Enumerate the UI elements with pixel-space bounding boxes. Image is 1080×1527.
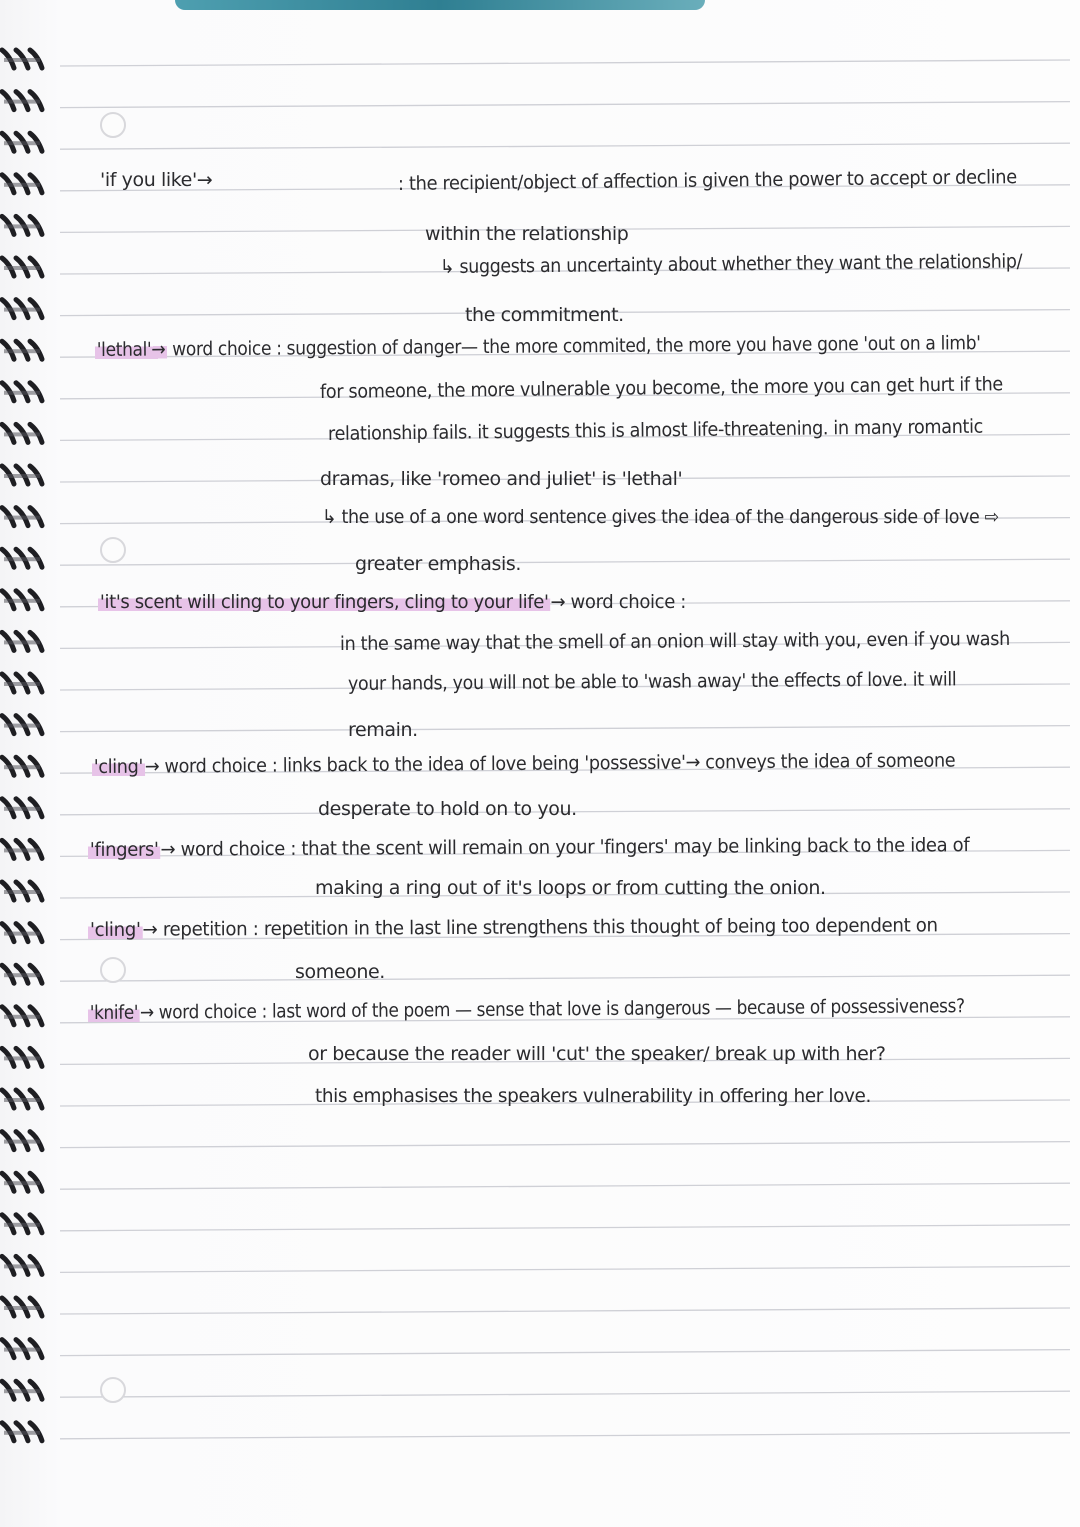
spiral-ring (2, 1215, 42, 1233)
spiral-ring (2, 508, 42, 526)
spiral-ring (2, 1340, 42, 1358)
spiral-ring (2, 383, 42, 401)
spiral-ring (2, 92, 42, 110)
note-line: in the same way that the smell of an onion will stay with you, even if you wash (339, 627, 1010, 655)
spiral-ring (2, 1132, 42, 1150)
spiral-ring (2, 1256, 42, 1274)
note-line: greater emphasis. (355, 553, 522, 575)
note-line: your hands, you will not be able to 'wash away' the effects of love. it will (347, 668, 957, 695)
note-line: for someone, the more vulnerable you become, the more you can get hurt if the (319, 373, 1003, 403)
spiral-ring (2, 300, 42, 318)
spiral-ring (2, 216, 42, 234)
spiral-ring (2, 1090, 42, 1108)
spiral-ring (2, 965, 42, 983)
spiral-ring (2, 258, 42, 276)
note-line: ↳ the use of a one word sentence gives the idea of the dangerous side of love ⇨ (322, 506, 999, 528)
ruled-line (60, 1350, 1070, 1356)
quote-fingers: 'fingers' (89, 838, 159, 861)
spiral-ring (2, 1298, 42, 1316)
note-line: making a ring out of it's loops or from cutting the onion. (315, 877, 826, 899)
note-text: → word choice : links back to the idea of love being 'possessive'→ conveys the idea of someone (144, 749, 956, 778)
ruled-line (60, 1225, 1070, 1231)
spiral-ring (2, 341, 42, 359)
quote-knife: 'knife' (89, 1001, 139, 1024)
note-text: → repetition : repetition in the last line strengthens this thought of being too dependent on (142, 914, 938, 941)
note-line (98, 590, 686, 614)
spiral-ring (2, 757, 42, 775)
note-line: dramas, like 'romeo and juliet' is 'lethal' (320, 468, 683, 490)
ruled-line (60, 143, 1070, 149)
ruled-line (60, 1266, 1070, 1272)
spiral-ring (2, 424, 42, 442)
note-line (88, 833, 969, 862)
quote-lethal: 'lethal'→ (96, 338, 166, 361)
spiral-ring (2, 716, 42, 734)
note-line (88, 913, 938, 942)
ruled-line (60, 975, 1070, 981)
spiral-ring (2, 882, 42, 900)
note-line: the commitment. (465, 304, 624, 326)
note-line: or because the reader will 'cut' the speaker/ break up with her? (308, 1043, 886, 1065)
note-text: → word choice : (550, 591, 686, 613)
spiral-ring (2, 632, 42, 650)
note-text: word choice : suggestion of danger— the more commited, the more you have gone 'out on a limb' (167, 332, 981, 361)
punch-hole (100, 537, 126, 563)
quote-if-you-like: 'if you like'→ (100, 169, 213, 191)
note-text: → word choice : that the scent will remain on your 'fingers' may be linking back to the idea of (160, 834, 970, 861)
ruled-line (60, 1433, 1070, 1439)
quote-cling: 'cling' (93, 755, 144, 778)
note-line: this emphasises the speakers vulnerability in offering her love. (315, 1085, 871, 1107)
note-line: remain. (348, 719, 418, 741)
spiral-ring (2, 1007, 42, 1025)
note-line: ↳ suggests an uncertainty about whether they want the relationship/ (439, 250, 1023, 278)
punch-hole (100, 112, 126, 138)
spiral-ring (2, 924, 42, 942)
spiral-ring (2, 175, 42, 193)
ruled-line (60, 1142, 1070, 1148)
note-line: desperate to hold on to you. (318, 798, 577, 820)
spiral-ring (2, 1381, 42, 1399)
spiral-ring (2, 466, 42, 484)
spiral-binding (0, 0, 60, 1527)
ruled-line (60, 559, 1070, 565)
note-line: someone. (295, 961, 385, 983)
spiral-ring (2, 674, 42, 692)
note-text: → word choice : last word of the poem — sense that love is dangerous — because of possessiveness? (139, 995, 965, 1024)
ruled-line (60, 1308, 1070, 1314)
spiral-ring (2, 50, 42, 68)
spiral-ring (2, 1173, 42, 1191)
ruled-line (60, 726, 1070, 732)
ruled-line (60, 60, 1070, 66)
punch-hole (100, 1377, 126, 1403)
ruled-line (60, 102, 1070, 108)
note-line: : the recipient/object of affection is given the power to accept or decline (397, 166, 1017, 195)
spiral-ring (2, 1048, 42, 1066)
ruled-line (60, 1183, 1070, 1189)
ruled-line (60, 1391, 1070, 1397)
spiral-ring (2, 840, 42, 858)
quote-cling-repetition: 'cling' (89, 918, 141, 941)
note-line: relationship fails. it suggests this is almost life-threatening. in many romantic (327, 415, 984, 445)
spiral-ring (2, 549, 42, 567)
quote-scent: 'it's scent will cling to your fingers, cling to your life' (99, 591, 549, 613)
spiral-ring (2, 1423, 42, 1441)
spiral-ring (2, 591, 42, 609)
punch-hole (100, 957, 126, 983)
spiral-ring (2, 133, 42, 151)
note-line: within the relationship (425, 223, 629, 245)
spiral-ring (2, 799, 42, 817)
